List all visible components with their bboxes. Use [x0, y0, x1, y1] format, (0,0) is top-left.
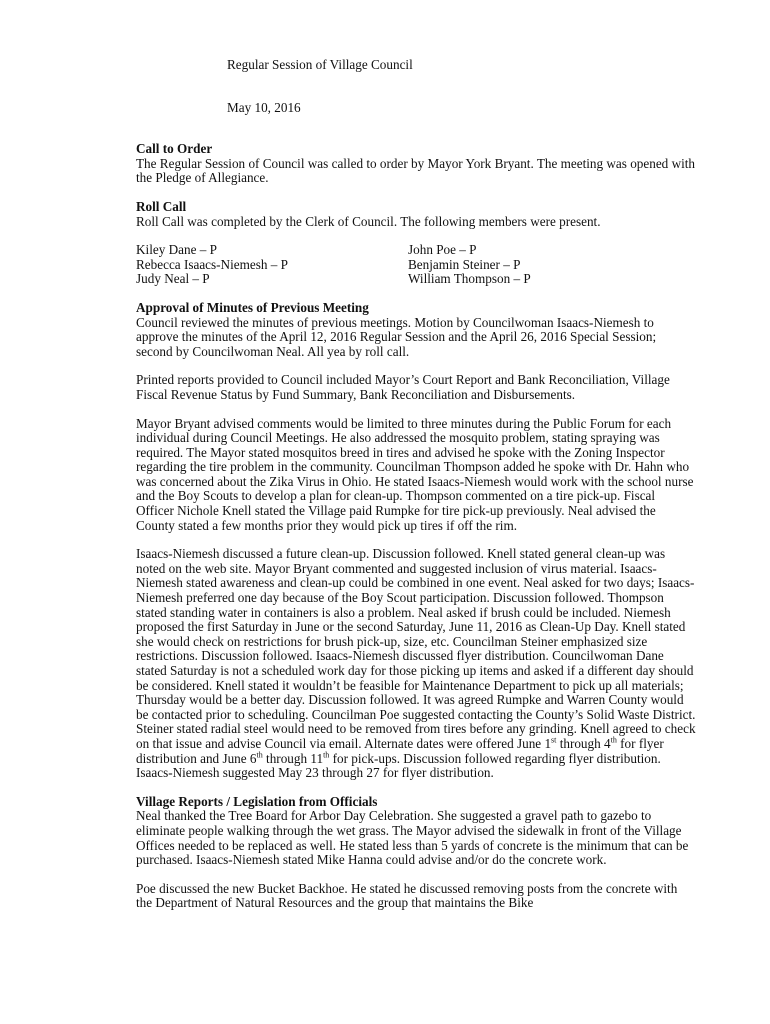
superscript: th	[256, 750, 263, 760]
text-run: for pick-ups. Discussion followed regarding flyer distribution. Isaacs-Niemesh suggested May 23 through 27 for flyer distribution.	[136, 750, 661, 781]
minutes-body	[136, 54, 696, 911]
paragraph: The Regular Session of Council was called to order by Mayor York Bryant. The meeting was opened with the Pledge of Allegiance.	[136, 155, 696, 186]
section-village-reports	[136, 795, 696, 911]
section-heading: Call to Order	[136, 141, 213, 157]
section-call-to-order	[136, 142, 696, 186]
member-entry: John Poe – P	[408, 242, 477, 258]
paragraph: Council reviewed the minutes of previous meetings. Motion by Councilwoman Isaacs-Niemesh to approve the minutes of the April 12, 2016 Regular Session and the April 26, 2016 Special Session; second by Councilwoman Neal. All yea by roll call.	[136, 314, 657, 359]
paragraph: Mayor Bryant advised comments would be limited to three minutes during the Public Forum for each individual during Council Meetings. He also addressed the mosquito problem, stating spraying was required. The Mayor stated mosquitos breed in tires and advised he spoke with the Zoning Inspector regarding the tire problem in the community. Councilman Thompson added he spoke with Dr. Hahn who was concerned about the Zika Virus in Ohio. He stated Isaacs-Niemesh would work with the school nurse and the Boy Scouts to develop a plan for clean-up. Thompson commented on a tire pick-up. Fiscal Officer Nichole Knell stated the Village paid Rumpke for tire pick-up previously. Neal advised the County stated a few months prior they would pick up tires if off the rim.	[136, 415, 694, 533]
document-title: Regular Session of Village Council	[227, 57, 413, 72]
section-heading: Roll Call	[136, 198, 187, 214]
superscript: th	[323, 750, 330, 760]
superscript: th	[610, 735, 617, 745]
paragraph: Poe discussed the new Bucket Backhoe. He stated he discussed removing posts from the concrete with the Department of Natural Resources and the group that maintains the Bike	[136, 880, 678, 911]
member-entry: Judy Neal – P	[136, 271, 210, 287]
section-roll-call	[136, 200, 696, 287]
text-run: through 4	[556, 735, 611, 751]
section-approval-of-minutes	[136, 301, 696, 781]
section-heading: Approval of Minutes of Previous Meeting	[136, 299, 369, 315]
member-entry: William Thompson – P	[408, 271, 531, 287]
member-list	[136, 243, 696, 287]
member-entry: Kiley Dane – P	[136, 242, 217, 258]
paragraph	[136, 547, 696, 781]
text-run: for flyer distribution and June 6	[136, 735, 664, 766]
text-run: Isaacs-Niemesh discussed a future clean-up. Discussion followed. Knell stated general clean-up was noted on the web site. Mayor Bryant commented and suggested inclusion of virus material. Isaacs-Niemesh stated awareness and clean-up could be combined in one event. Neal asked for two days; Isaacs-Niemesh preferred one day because of the Boy Scout participation. Discussion followed. Thompson stated standing water in containers is also a problem. Neal asked if brush could be included. Niemesh proposed the first Saturday in June or the second Saturday, June 11, 2016 as Clean-Up Day. Knell stated she would check on restrictions for brush pick-up, size, etc. Councilman Steiner emphasized size restrictions. Discussion followed. Isaacs-Niemesh discussed flyer distribution. Councilwoman Dane stated Saturday is not a scheduled work day for those picking up items and asked if a different day should be considered. Knell stated it wouldn’t be feasible for Maintenance Department to pick up all materials; Thursday would be a better day. Discussion followed. It was agreed Rumpke and Warren County would be contacted prior to scheduling. Councilman Poe suggested contacting the County’s Solid Waste District. Steiner stated radial steel would need to be removed from tires before any grinding. Knell agreed to check on that issue and advise Council via email. Alternate dates were offered June 1	[136, 546, 696, 751]
member-entry: Benjamin Steiner – P	[408, 256, 521, 272]
member-entry: Rebecca Isaacs-Niemesh – P	[136, 256, 288, 272]
meeting-date: May 10, 2016	[227, 99, 301, 115]
paragraph: Printed reports provided to Council included Mayor’s Court Report and Bank Reconciliation, Village Fiscal Revenue Status by Fund Summary, Bank Reconciliation and Disbursements.	[136, 372, 670, 402]
section-heading: Village Reports / Legislation from Officials	[136, 793, 378, 809]
paragraph: Neal thanked the Tree Board for Arbor Day Celebration. She suggested a gravel path to gazebo to eliminate people walking through the wet grass. The Mayor advised the sidewalk in front of the Village Offices needed to be replaced as well. He stated less than 5 yards of concrete is the minimum that can be purchased. Isaacs-Niemesh stated Mike Hanna could advise and/or do the concrete work.	[136, 808, 689, 868]
paragraph: Roll Call was completed by the Clerk of Council. The following members were present.	[136, 213, 601, 229]
superscript: st	[551, 735, 557, 745]
text-run: through 11	[262, 750, 324, 766]
